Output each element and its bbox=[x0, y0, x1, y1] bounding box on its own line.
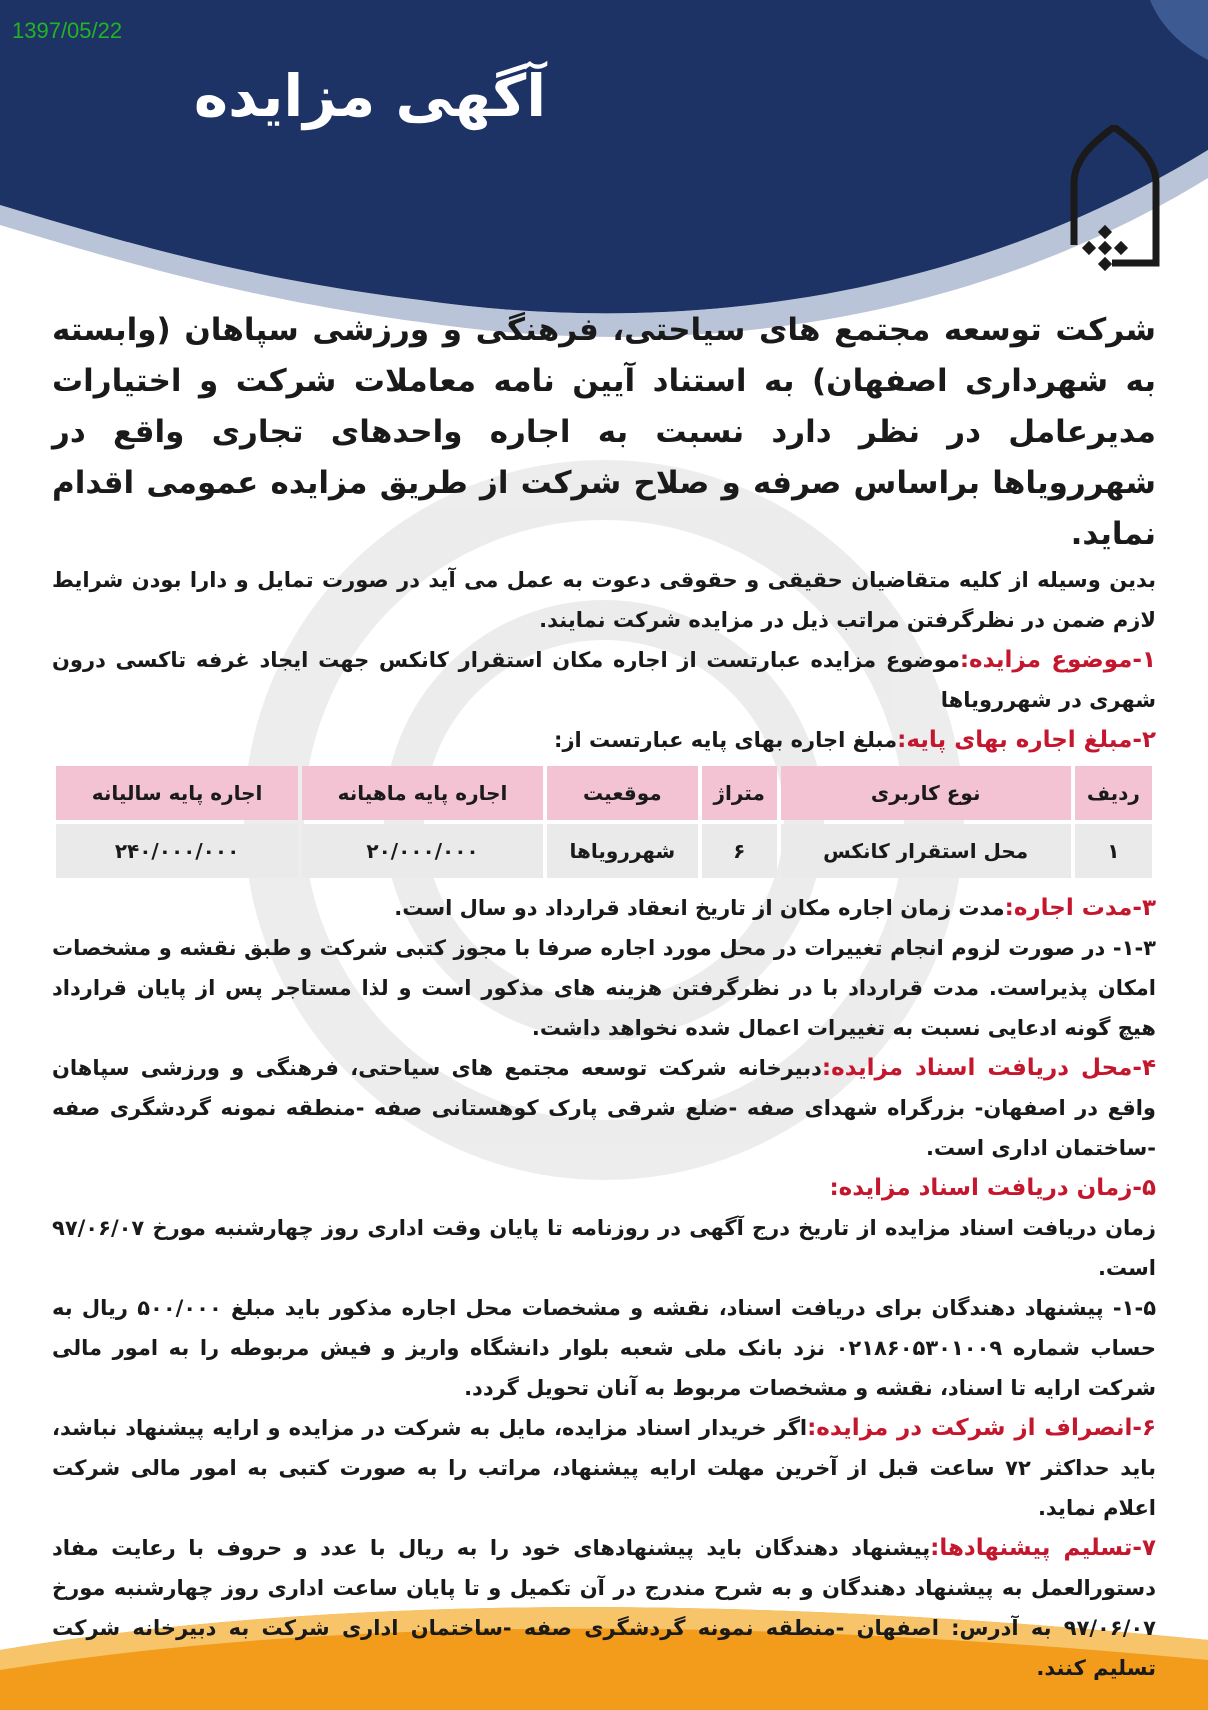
section-3-heading: ۳-مدت اجاره: bbox=[1004, 895, 1156, 921]
section-7-text: پیشنهاد دهندگان باید پیشنهادهای خود را به ریال با عدد و حروف با رعایت مفاد دستورالعمل به پیشنهاد دهندگان و به شرح مندرج در آن تکمیل و تا پایان ساعت اداری روز چهارشنبه مورخ ۹۷/۰۶/۰۷ به آدرس: اصفهان -منطقه نمونه گردشگری صفه -ساختمان اداری شرکت به دبیرخانه شرکت تسلیم کنند. bbox=[52, 1536, 1156, 1680]
table-header-row bbox=[56, 766, 1152, 820]
table-header-cell: اجاره پایه ماهیانه bbox=[302, 766, 543, 820]
table-header-cell: موقعیت bbox=[547, 766, 698, 820]
section-5-text: زمان دریافت اسناد مزایده از تاریخ درج آگهی در روزنامه تا پایان وقت اداری روز چهارشنبه مورخ ۹۷/۰۶/۰۷ است. bbox=[52, 1216, 1156, 1280]
table-header-cell: نوع کاربری bbox=[781, 766, 1071, 820]
section-2-heading: ۲-مبلغ اجاره بهای پایه: bbox=[897, 727, 1156, 753]
section-4-heading: ۴-محل دریافت اسناد مزایده: bbox=[821, 1055, 1156, 1081]
section-3-sub: ۱-۳- در صورت لزوم انجام تغییرات در محل مورد اجاره صرفا با مجوز کتبی شرکت و طبق نقشه و مشخصات امکان پذیراست. مدت قرارداد با در نظرگرفتن هزینه های مذکور است و لذا مستاجر پس از پایان قرارداد هیچ گونه ادعایی نسبت به تغییرات اعمال شده نخواهد داشت. bbox=[52, 936, 1156, 1040]
section-7-heading: ۷-تسلیم پیشنهادها: bbox=[930, 1535, 1156, 1561]
table-cell: ۲۰/۰۰۰/۰۰۰ bbox=[302, 824, 543, 878]
notice-body bbox=[52, 305, 1156, 1688]
section-6-text: اگر خریدار اسناد مزایده، مایل به شرکت در مزایده و ارایه پیشنهاد نباشد، باید حداکثر ۷۲ ساعت قبل از آخرین مهلت ارایه پیشنهاد، مراتب را به صورت کتبی به امور مالی شرکت اعلام نماید. bbox=[52, 1416, 1156, 1520]
invitation-paragraph: بدین وسیله از کلیه متقاضیان حقیقی و حقوقی دعوت به عمل می آید در صورت تمایل و دارا بودن شرایط لازم ضمن در نظرگرفتن مراتب ذیل در مزایده شرکت نمایند. bbox=[52, 568, 1156, 632]
table-header-cell: اجاره پایه سالیانه bbox=[56, 766, 298, 820]
section-4 bbox=[52, 1048, 1156, 1168]
section-2 bbox=[52, 720, 1156, 760]
section-1 bbox=[52, 640, 1156, 720]
section-6 bbox=[52, 1408, 1156, 1528]
section-3 bbox=[52, 888, 1156, 928]
table-header-cell: متراژ bbox=[702, 766, 777, 820]
table-cell: ۲۴۰/۰۰۰/۰۰۰ bbox=[56, 824, 298, 878]
rent-table bbox=[52, 762, 1156, 882]
brand-logo-icon bbox=[1050, 125, 1170, 275]
table-row bbox=[56, 824, 1152, 878]
section-2-text: مبلغ اجاره بهای پایه عبارتست از: bbox=[554, 728, 898, 752]
intro-paragraph: شرکت توسعه مجتمع های سیاحتی، فرهنگی و ورزشی سپاهان (وابسته به شهرداری اصفهان) به استناد آیین نامه معاملات شرکت و اختیارات مدیرعامل در نظر دارد نسبت به اجاره واحدهای تجاری واقع در شهررویاها براساس صرفه و صلاح شرکت از طریق مزایده عمومی اقدام نماید. bbox=[52, 312, 1156, 552]
section-5 bbox=[52, 1168, 1156, 1208]
page-title: آگهی مزایده bbox=[193, 62, 547, 130]
section-5-sub: ۱-۵- پیشنهاد دهندگان برای دریافت اسناد، نقشه و مشخصات محل اجاره مذکور باید مبلغ ۵۰۰/۰۰۰ ریال به حساب شماره ۰۲۱۸۶۰۵۳۰۱۰۰۹ نزد بانک ملی شعبه بلوار دانشگاه واریز و فیش مربوطه را به امور مالی شرکت ارایه تا اسناد، نقشه و مشخصات مربوط به آنان تحویل گردد. bbox=[52, 1296, 1157, 1400]
table-cell: محل استقرار کانکس bbox=[781, 824, 1071, 878]
section-7 bbox=[52, 1528, 1156, 1688]
section-4-text: دبیرخانه شرکت توسعه مجتمع های سیاحتی، فرهنگی و ورزشی سپاهان واقع در اصفهان- بزرگراه شهدای صفه -ضلع شرقی پارک کوهستانی صفه -منطقه نمونه گردشگری صفه -ساختمان اداری است. bbox=[52, 1056, 1156, 1160]
section-1-text: موضوع مزایده عبارتست از اجاره مکان استقرار کانکس جهت ایجاد غرفه تاکسی درون شهری در شهررویاها bbox=[52, 648, 1156, 712]
table-cell: ۱ bbox=[1075, 824, 1152, 878]
table-cell: شهررویاها bbox=[547, 824, 698, 878]
section-5-heading: ۵-زمان دریافت اسناد مزایده: bbox=[829, 1175, 1156, 1201]
table-cell: ۶ bbox=[702, 824, 777, 878]
table-header-cell: ردیف bbox=[1075, 766, 1152, 820]
section-3-text: مدت زمان اجاره مکان از تاریخ انعقاد قرارداد دو سال است. bbox=[394, 896, 1005, 920]
publish-date: 1397/05/22 bbox=[12, 18, 123, 43]
section-6-heading: ۶-انصراف از شرکت در مزایده: bbox=[807, 1415, 1156, 1441]
section-1-heading: ۱-موضوع مزایده: bbox=[959, 647, 1156, 673]
